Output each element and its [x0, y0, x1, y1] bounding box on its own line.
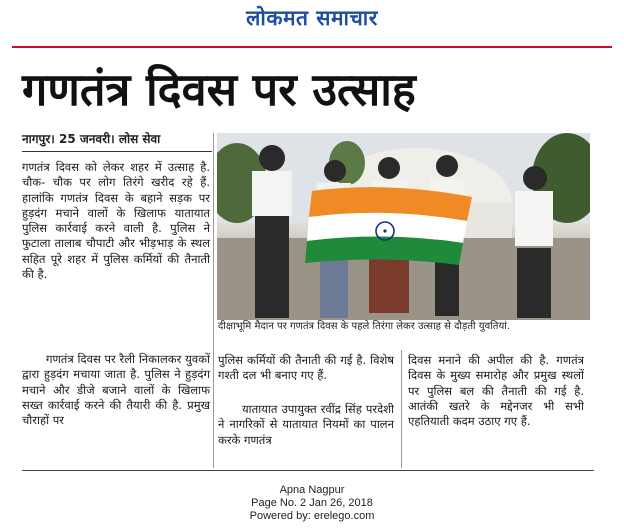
- footer-rule: [22, 470, 594, 471]
- article-paragraph-5: दिवस मनाने की अपील की है. गणतंत्र दिवस के मुख्य समारोह और प्रमुख स्थलों पर पुलिस बल की तैनाती की गई है. आतंकी खतरे के मद्देनजर भी सभी एहतियाती कदम उठाए गए हैं.: [408, 353, 584, 429]
- column-rule-right: [401, 350, 402, 468]
- footer-powered-by[interactable]: Powered by: erelego.com: [249, 510, 375, 522]
- article-paragraph-4: यातायात उपायुक्त रवींद्र सिंह परदेशी ने नागरिकों से यातायात नियमों का पालन करके गणतंत्र: [218, 402, 394, 447]
- headline: गणतंत्र दिवस पर उत्साह: [22, 63, 416, 116]
- masthead-rule: [12, 46, 612, 48]
- column-rule-left: [213, 133, 214, 468]
- photo-caption: दीक्षाभूमि मैदान पर गणतंत्र दिवस के पहले तिरंगा लेकर उत्साह से दौड़ती युवतियां.: [218, 321, 511, 332]
- article-paragraph-3: पुलिस कर्मियों की तैनाती की गई है. विशेष गश्ती दल भी बनाए गए हैं.: [218, 353, 394, 383]
- dateline: नागपुर। 25 जनवरी। लोस सेवा: [22, 130, 212, 152]
- photo-illustration: [217, 133, 590, 320]
- article-paragraph-1: गणतंत्र दिवस को लेकर शहर में उत्साह है. चौक- चौक पर लोग तिरंगे खरीद रहे हैं. हालांकि गणतंत्र दिवस के बहाने सड़क पर हुड़दंग मचाने वालों के खिलाफ यातायात पुलिस कार्रवाई करने वाली है. पुलिस ने फुटाला तालाब चौपाटी और भीड़भाड़ के स्थल सहित पूरे शहर में पुलिस कर्मियों की तैनाती की है.: [22, 160, 210, 282]
- news-photo: [217, 133, 590, 320]
- footer-edition: Apna Nagpur: [279, 484, 345, 496]
- article-paragraph-2: गणतंत्र दिवस पर रैली निकालकर युवकों द्वारा हुड़दंग मचाया जाता है. पुलिस ने हुड़दंग मचाने और डीजे बजाने वालों के खिलाफ सख्त कार्रवाई करने की तैयारी की है. प्रमुख चौराहों पर: [22, 352, 210, 428]
- indian-flag-icon: [305, 187, 472, 265]
- footer-page-date: Page No. 2 Jan 26, 2018: [251, 497, 373, 509]
- masthead: लोकमत समाचार: [246, 6, 378, 30]
